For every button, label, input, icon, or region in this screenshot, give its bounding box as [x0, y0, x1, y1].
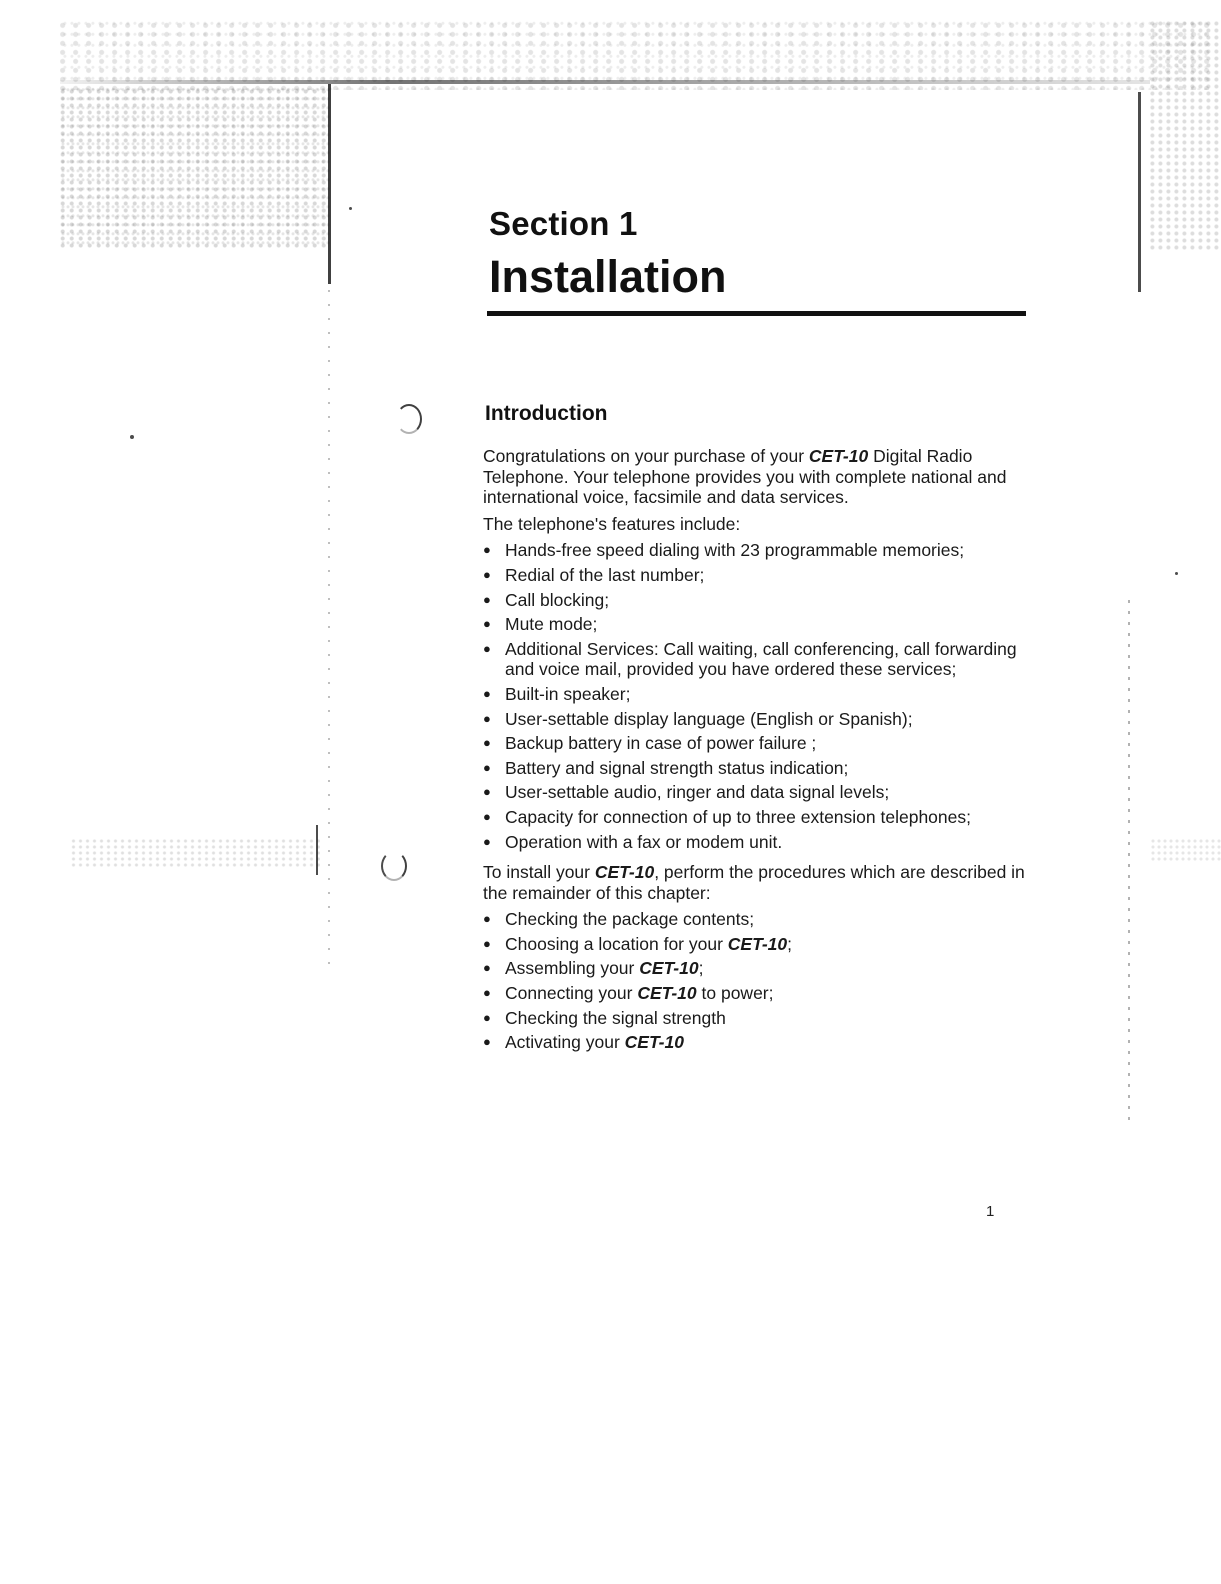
list-item: ● Mute mode; — [483, 614, 1043, 635]
product-name: CET-10 — [808, 446, 869, 466]
procedure-text: Activating your — [505, 1032, 625, 1053]
list-item: ● Call blocking; — [483, 590, 1043, 611]
product-name: CET-10 — [624, 1032, 684, 1053]
list-item: ● User-settable audio, ringer and data signal levels; — [483, 782, 1043, 803]
procedure-text: ; — [787, 933, 792, 954]
product-name: CET-10 — [639, 958, 699, 979]
procedure-text: Checking the package contents; — [505, 909, 755, 930]
list-item: ● User-settable display language (English or Spanish); — [483, 709, 1043, 730]
page-number: 1 — [986, 1203, 995, 1220]
intro-text: Digital Radio Telephone. Your telephone provides you with complete national and international voice, facsimile and data services. — [483, 446, 1007, 508]
list-item: ● Backup battery in case of power failure ; — [483, 733, 1043, 754]
procedure-text: Assembling your — [505, 958, 640, 979]
scan-noise-mid-right — [1150, 838, 1221, 862]
title-rule — [487, 311, 1026, 316]
chapter-title: Installation — [489, 251, 727, 302]
list-item — [483, 909, 1043, 930]
procedure-list — [483, 909, 1043, 1053]
procedure-text: ; — [698, 958, 704, 979]
scan-noise-right — [1150, 20, 1221, 250]
list-item: ● Capacity for connection of up to three extension telephones; — [483, 807, 1043, 828]
list-item: ● Operation with a fax or modem unit. — [483, 832, 1043, 853]
scan-edge-top — [60, 80, 1150, 84]
list-item: ● Additional Services: Call waiting, call conferencing, call forwarding and voice mail, provided you have ordered these services; — [483, 639, 1043, 680]
list-item — [483, 1008, 1043, 1029]
product-name: CET-10 — [727, 933, 788, 954]
list-item: ● Battery and signal strength status indication; — [483, 758, 1043, 779]
features-lead: The telephone's features include: — [483, 513, 741, 534]
list-item: ● Redial of the last number; — [483, 565, 1043, 586]
list-item — [483, 958, 1043, 979]
install-text: , perform the procedures which are described in the remainder of this chapter: — [483, 862, 1025, 903]
scan-speck — [130, 435, 134, 439]
list-item: ● Hands-free speed dialing with 23 programmable memories; — [483, 540, 1043, 561]
scan-edge-left — [328, 84, 331, 284]
list-item — [483, 934, 1043, 955]
product-name: CET-10 — [594, 862, 655, 883]
scan-dots-right — [1128, 600, 1130, 1120]
intro-body — [483, 446, 1043, 1063]
section-label: Section 1 — [489, 205, 638, 242]
intro-heading: Introduction — [485, 402, 608, 425]
intro-paragraph — [483, 446, 1043, 508]
feature-list — [483, 540, 1043, 852]
scan-edge-right — [1138, 92, 1141, 292]
install-lead — [483, 862, 1043, 903]
scan-speck — [349, 207, 352, 210]
intro-text: Congratulations on your purchase of your — [483, 446, 809, 466]
scan-dots-left — [328, 290, 330, 970]
list-item — [483, 1032, 1043, 1053]
scan-speck — [1175, 572, 1178, 575]
list-item: ● Built-in speaker; — [483, 684, 1043, 705]
procedure-text: Checking the signal strength — [505, 1007, 726, 1028]
procedure-text: Choosing a location for your — [505, 933, 728, 954]
scan-noise-mid-left — [70, 838, 320, 868]
procedure-text: to power; — [696, 983, 774, 1004]
product-name: CET-10 — [637, 983, 697, 1004]
scan-noise-left — [60, 88, 330, 248]
list-item — [483, 983, 1043, 1004]
binder-hole-mark — [381, 851, 407, 881]
scan-edge-mid-left — [316, 825, 318, 875]
install-text: To install your — [483, 862, 595, 883]
procedure-text: Connecting your — [505, 983, 638, 1004]
binder-hole-mark — [396, 404, 422, 434]
